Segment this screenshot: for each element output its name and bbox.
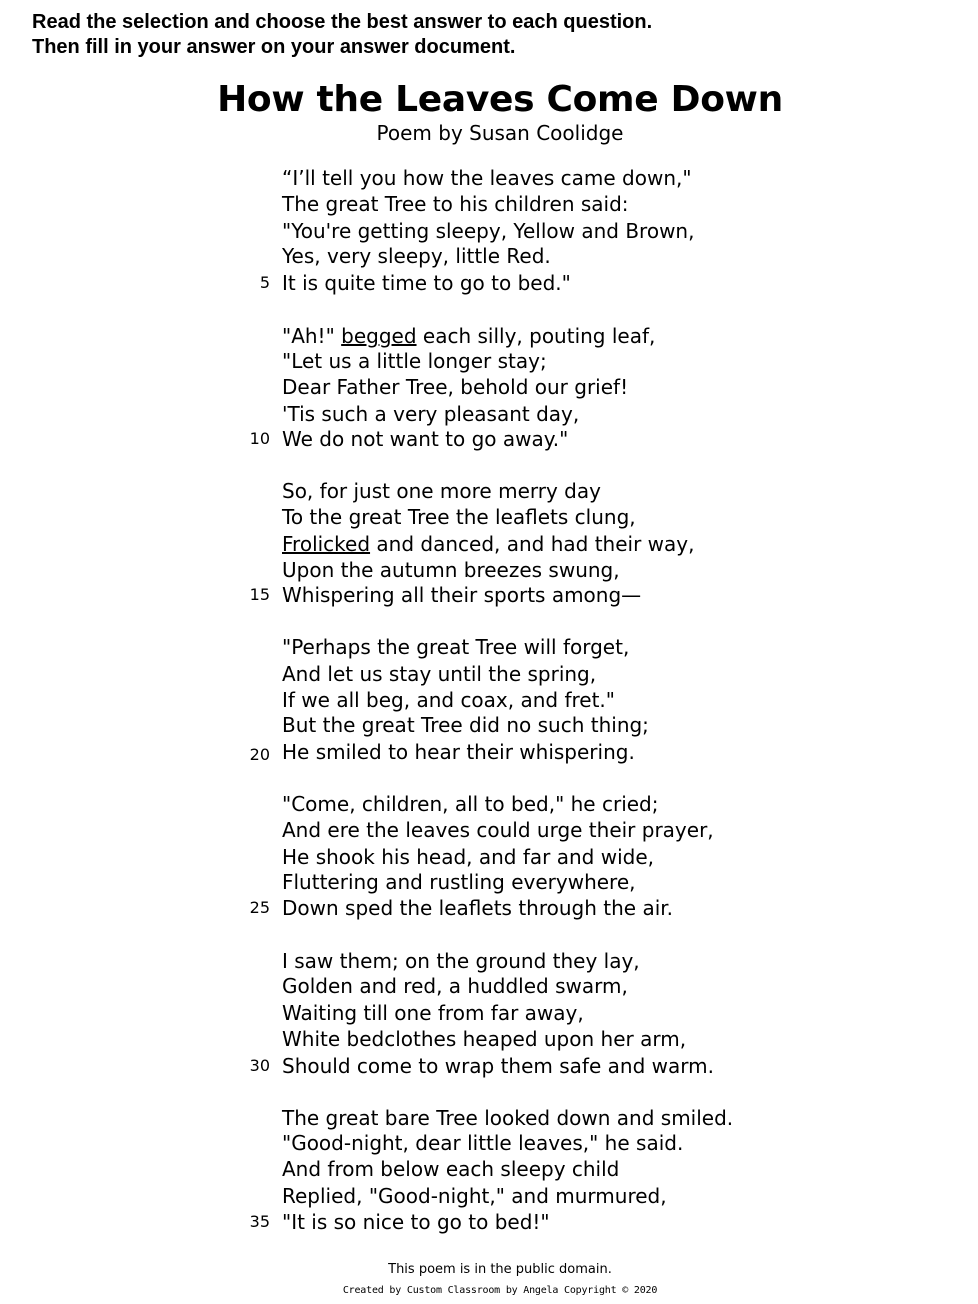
poem-line-23: He shook his head, and far and wide, [282, 845, 654, 869]
line-number-20: 20 [249, 745, 270, 764]
poem-line-34: Replied, "Good-night," and murmured, [282, 1184, 667, 1208]
poem-line-15: Whispering all their sports among— [282, 583, 642, 607]
poem-line-18: If we all beg, and coax, and fret." [282, 688, 615, 712]
poem-line-31: The great bare Tree looked down and smiled. [282, 1106, 734, 1130]
poem-line-7: "Let us a little longer stay; [282, 349, 547, 373]
underlined-word-frolicked: Frolicked [282, 532, 371, 556]
poem-line-25: Down sped the leaflets through the air. [282, 896, 673, 920]
instructions-line-1: Read the selection and choose the best answer to each question. [32, 11, 653, 33]
poem-line-22: And ere the leaves could urge their prayer, [282, 818, 714, 842]
underlined-word-begged: begged [341, 324, 417, 348]
line-number-5: 5 [259, 273, 270, 292]
poem-line-21: "Come, children, all to bed," he cried; [282, 792, 659, 816]
poem-line-9: 'Tis such a very pleasant day, [282, 402, 580, 426]
poem-line-20: He smiled to hear their whispering. [282, 740, 635, 764]
poem-line-13-suffix: and danced, and had their way, [370, 532, 695, 556]
poem-line-10: We do not want to go away." [282, 427, 569, 451]
poem-line-6-prefix: "Ah!" [282, 324, 342, 348]
poem-line-26: I saw them; on the ground they lay, [282, 949, 640, 973]
poem-line-24: Fluttering and rustling everywhere, [282, 870, 636, 894]
line-number-30: 30 [249, 1056, 270, 1075]
poem-line-11: So, for just one more merry day [282, 479, 601, 503]
poem-line-17: And let us stay until the spring, [282, 662, 597, 686]
poem-line-13 [282, 531, 694, 557]
public-domain-note: This poem is in the public domain. [388, 1262, 612, 1277]
line-number-25: 25 [249, 898, 270, 917]
line-number-35: 35 [249, 1212, 270, 1231]
poem-line-5: It is quite time to go to bed." [282, 271, 571, 295]
poem-line-4: Yes, very sleepy, little Red. [282, 244, 551, 268]
poem-line-8: Dear Father Tree, behold our grief! [282, 375, 629, 399]
poem-line-29: White bedclothes heaped upon her arm, [282, 1027, 687, 1051]
poem-line-16: "Perhaps the great Tree will forget, [282, 635, 630, 659]
line-number-10: 10 [249, 429, 270, 448]
poem-line-27: Golden and red, a huddled swarm, [282, 974, 628, 998]
poem-line-35: "It is so nice to go to bed!" [282, 1210, 550, 1234]
instructions-line-2: Then fill in your answer on your answer document. [32, 36, 516, 58]
poem-line-2: The great Tree to his children said: [282, 192, 629, 216]
line-number-15: 15 [249, 585, 270, 604]
poem-line-3: "You're getting sleepy, Yellow and Brown, [282, 219, 695, 243]
poem-byline: Poem by Susan Coolidge [376, 121, 624, 145]
poem-title: How the Leaves Come Down [217, 79, 783, 120]
copyright-credit: Created by Custom Classroom by Angela Copyright © 2020 [342, 1285, 658, 1296]
poem-line-32: "Good-night, dear little leaves," he said. [282, 1131, 684, 1155]
poem-line-28: Waiting till one from far away, [282, 1001, 584, 1025]
poem-line-30: Should come to wrap them safe and warm. [282, 1054, 714, 1078]
poem-line-1: “I’ll tell you how the leaves came down," [282, 166, 692, 190]
poem-line-6-suffix: each silly, pouting leaf, [416, 324, 656, 348]
poem-line-19: But the great Tree did no such thing; [282, 713, 649, 737]
poem-line-33: And from below each sleepy child [282, 1157, 620, 1181]
poem-line-6 [282, 323, 655, 349]
poem-line-14: Upon the autumn breezes swung, [282, 558, 620, 582]
poem-line-12: To the great Tree the leaflets clung, [282, 505, 636, 529]
